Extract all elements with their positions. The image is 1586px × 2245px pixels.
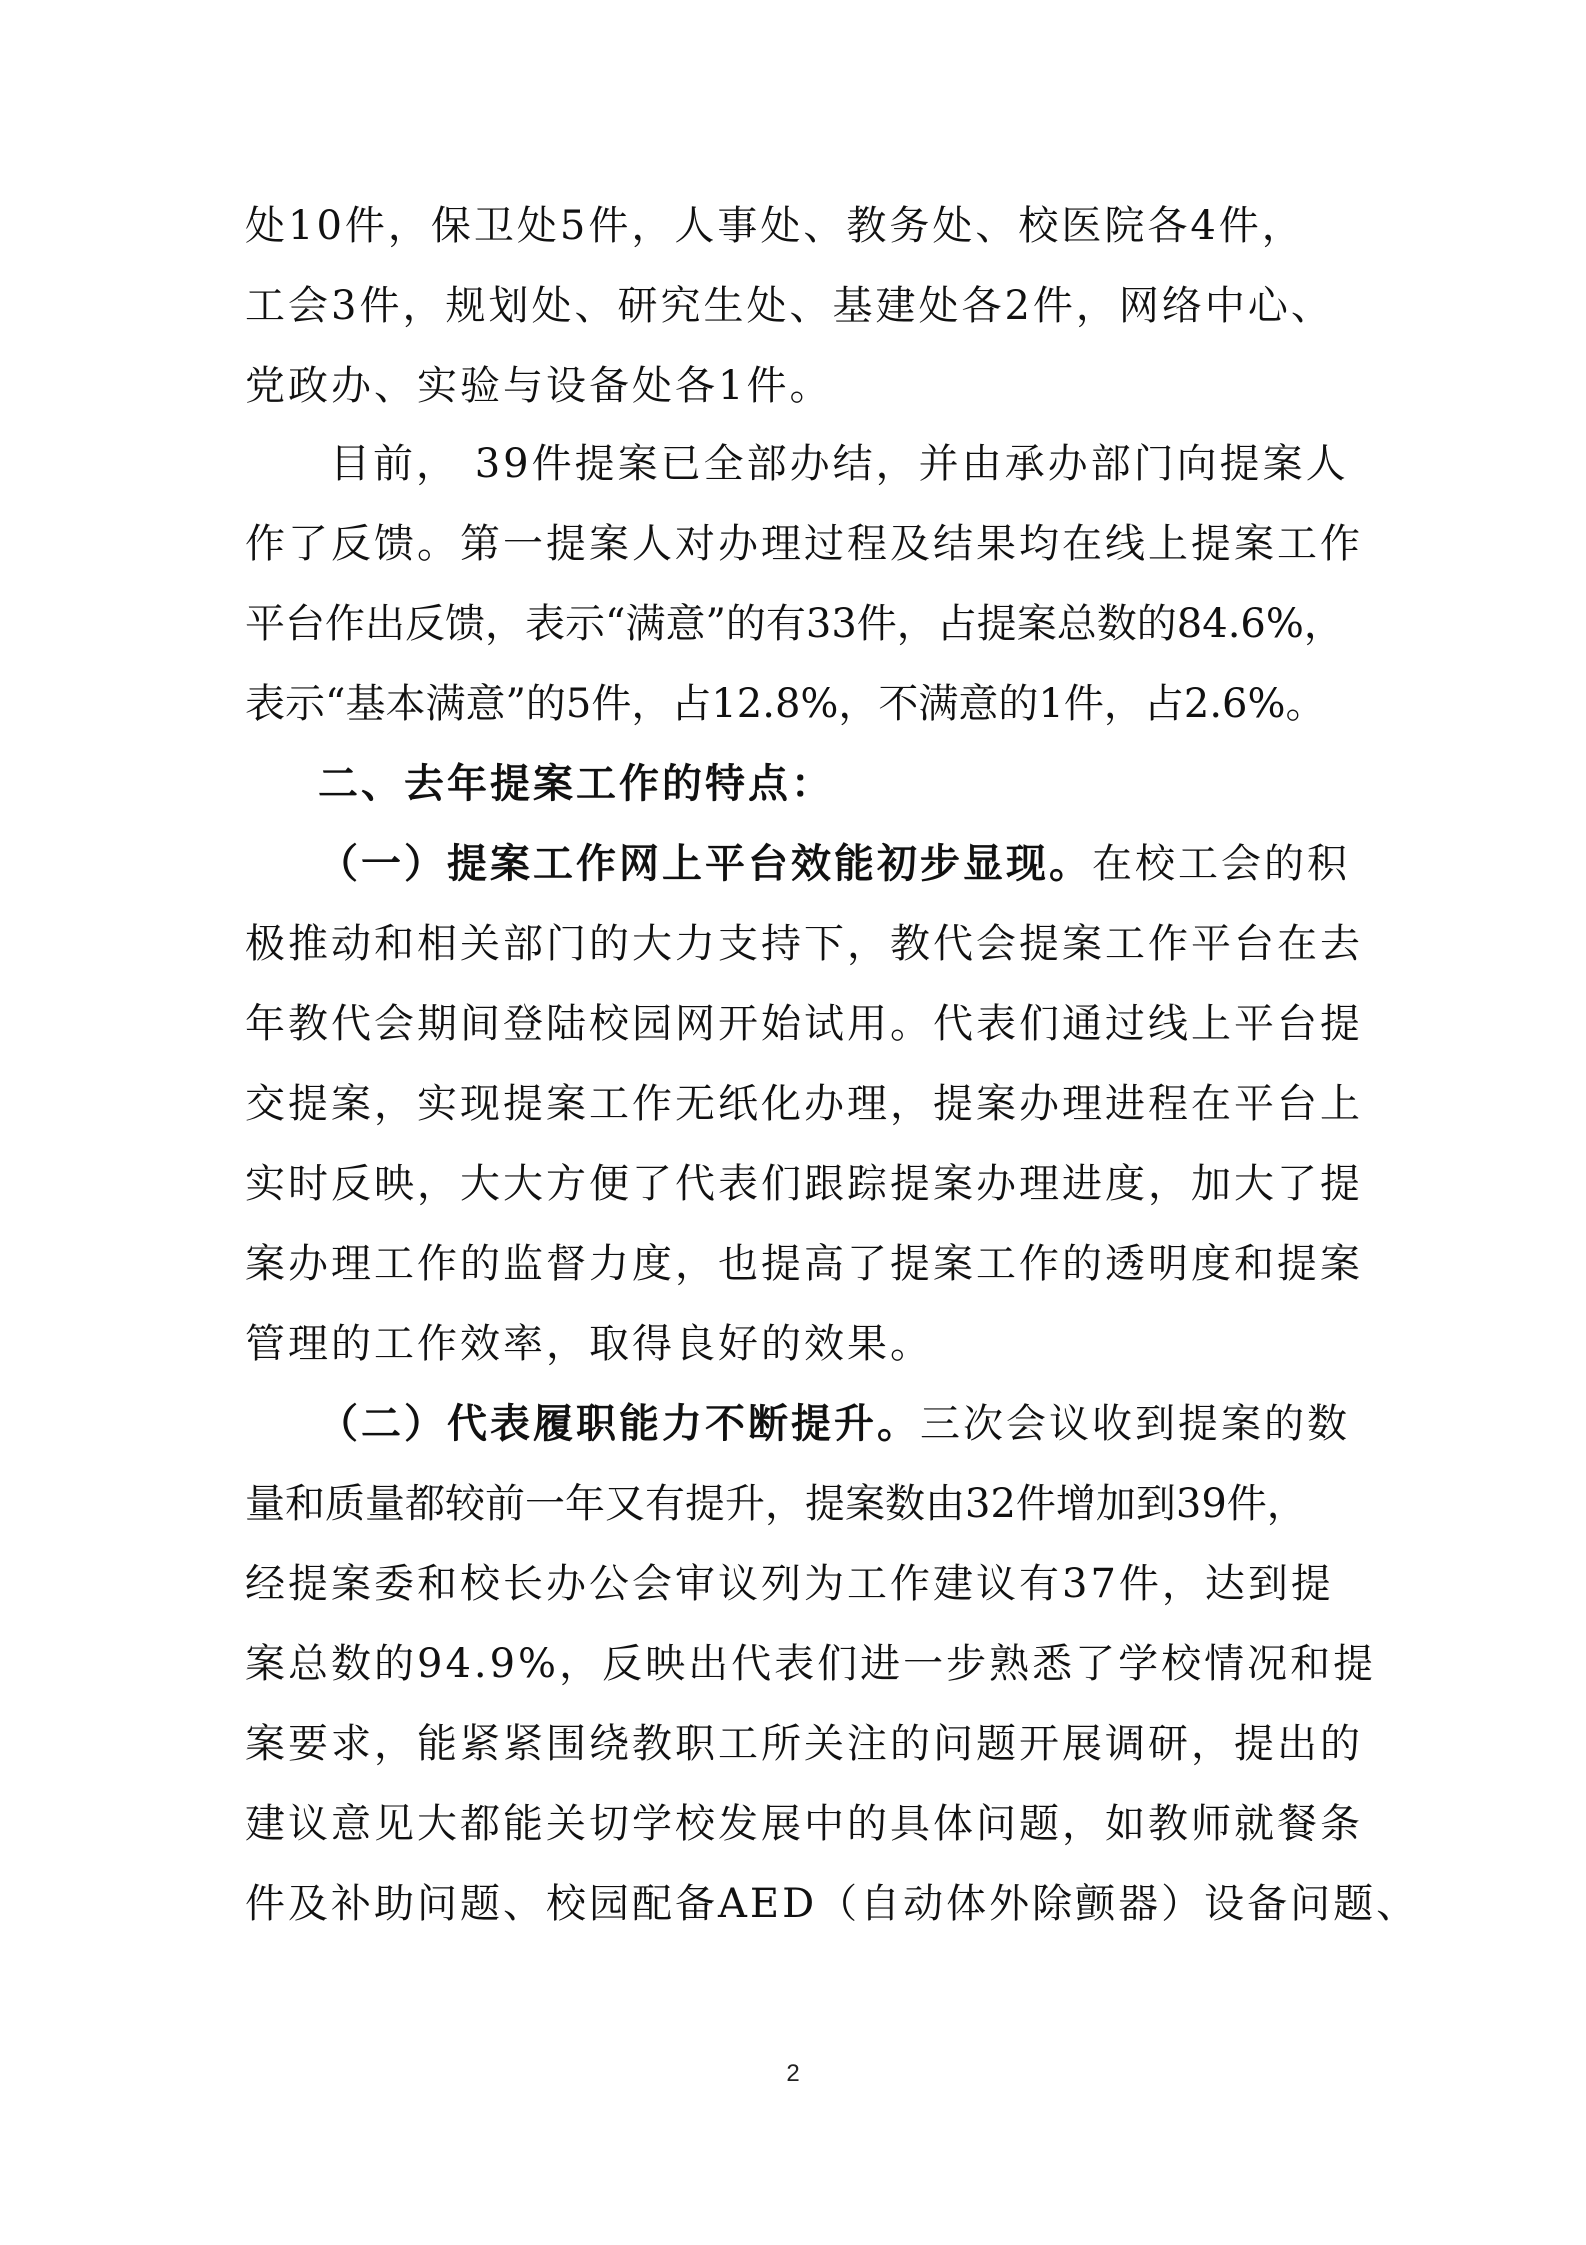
text-span: 三次会议收到提案的数 bbox=[920, 1401, 1350, 1447]
section-heading: 二、去年提案工作的特点： bbox=[318, 760, 834, 807]
subsection-heading: （二）代表履职能力不断提升。 bbox=[318, 1400, 920, 1447]
text-line: 党政办、实验与设备处各1件。 bbox=[245, 363, 833, 409]
text-line: 处10件，保卫处5件，人事处、教务处、校医院各4件， bbox=[245, 203, 1305, 249]
text-line: 年教代会期间登陆校园网开始试用。代表们通过线上平台提 bbox=[245, 1001, 1363, 1047]
text-line: 经提案委和校长办公会审议列为工作建议有37件，达到提 bbox=[245, 1561, 1334, 1607]
text-line: 实时反映，大大方便了代表们跟踪提案办理进度，加大了提 bbox=[245, 1161, 1363, 1207]
text-line: 目前， 39件提案已全部办结，并由承办部门向提案人 bbox=[330, 441, 1349, 487]
text-line: 案办理工作的监督力度，也提高了提案工作的透明度和提案 bbox=[245, 1241, 1363, 1287]
subsection-heading: （一）提案工作网上平台效能初步显现。 bbox=[318, 840, 1092, 887]
text-line: 交提案，实现提案工作无纸化办理，提案办理进程在平台上 bbox=[245, 1081, 1363, 1127]
paragraph-first-line bbox=[318, 1398, 1350, 1450]
text-line: 案总数的94.9%，反映出代表们进一步熟悉了学校情况和提 bbox=[245, 1641, 1377, 1687]
text-span: 在校工会的积 bbox=[1092, 841, 1350, 887]
text-line: 表示“基本满意”的5件，占12.8%，不满意的1件，占2.6%。 bbox=[245, 681, 1326, 727]
text-line: 平台作出反馈，表示“满意”的有33件，占提案总数的84.6%， bbox=[245, 601, 1344, 647]
text-line: 案要求，能紧紧围绕教职工所关注的问题开展调研，提出的 bbox=[245, 1721, 1363, 1767]
text-line: 工会3件，规划处、研究生处、基建处各2件，网络中心、 bbox=[245, 283, 1334, 329]
text-line: 件及补助问题、校园配备AED（自动体外除颤器）设备问题、 bbox=[245, 1881, 1420, 1927]
text-line: 量和质量都较前一年又有提升，提案数由32件增加到39件， bbox=[245, 1481, 1307, 1527]
text-line: 极推动和相关部门的大力支持下，教代会提案工作平台在去 bbox=[245, 921, 1363, 967]
text-line: 作了反馈。第一提案人对办理过程及结果均在线上提案工作 bbox=[245, 521, 1363, 567]
text-line: 建议意见大都能关切学校发展中的具体问题，如教师就餐条 bbox=[245, 1801, 1363, 1847]
text-line: 管理的工作效率，取得良好的效果。 bbox=[245, 1321, 933, 1367]
paragraph-first-line bbox=[318, 838, 1350, 890]
page-number: 2 bbox=[786, 2060, 800, 2087]
